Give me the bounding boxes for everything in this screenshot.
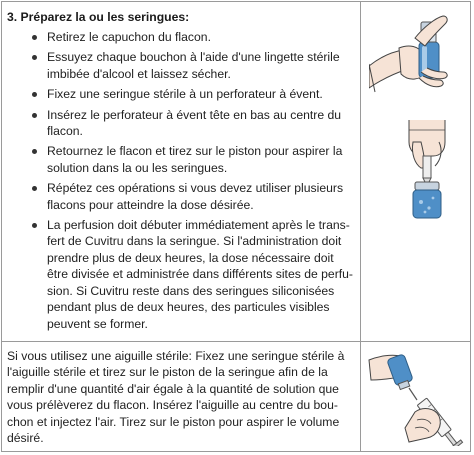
step-line: peuvent se former. <box>47 316 148 331</box>
needle-line: chon et injectez l'air. Tirez sur le piston pour aspirer le volume <box>7 414 340 429</box>
bullet-icon <box>32 113 37 118</box>
step-item <box>2 217 357 332</box>
needle-line: remplir d'une quantité d'air égale à la quantité de solution que <box>7 381 339 396</box>
steps-list <box>2 29 357 336</box>
step-line: Insérez le perforateur à évent tête en bas au centre du <box>47 107 342 122</box>
step-item <box>2 180 357 213</box>
step-line: imbibée d'alcool et laissez sécher. <box>47 66 231 81</box>
step-line: La perfusion doit débuter immédiatement après le trans- <box>47 218 350 233</box>
instruction-row-prepare <box>2 2 470 342</box>
hand-syringe-vial-icon <box>365 350 467 446</box>
step-line: sion. Si Cuvitru reste dans des seringues siliconisées <box>47 283 335 298</box>
instruction-table <box>1 1 471 452</box>
step-line: Retirez le capuchon du flacon. <box>47 30 211 44</box>
needle-instructions <box>7 348 357 446</box>
step-line: flacons pour atteindre la dose désirée. <box>47 197 254 212</box>
step-line: Retournez le flacon et tirez sur le piston pour aspirer la <box>47 144 343 159</box>
bullet-icon <box>32 92 37 97</box>
step-item <box>2 49 357 82</box>
step-line: pendant plus de deux heures, des particules visibles <box>47 300 330 315</box>
needle-text-cell <box>2 342 361 451</box>
needle-line: vous prélèverez du flacon. Insérez l'aiguille au centre du bou- <box>7 398 338 413</box>
step-line: Essuyez chaque bouchon à l'aide d'une lingette stérile <box>47 50 340 65</box>
section-heading: 3. Préparez la ou les seringues: <box>7 10 190 24</box>
step-line: être divisée et administrée dans différents sites de perfu- <box>47 267 353 282</box>
bullet-icon <box>32 186 37 191</box>
needle-line: Si vous utilisez une aiguille stérile: Fixez une seringue stérile à <box>7 349 345 363</box>
step-line: Fixez une seringue stérile à un perforateur à évent. <box>47 87 323 102</box>
step-item <box>2 29 357 45</box>
instruction-text-cell <box>2 2 361 341</box>
step-item <box>2 143 357 176</box>
bullet-icon <box>32 35 37 40</box>
step-line: solution dans la ou les seringues. <box>47 160 228 175</box>
bullet-icon <box>32 223 37 228</box>
hand-vial-cap-icon <box>369 8 465 108</box>
needle-line: désiré. <box>7 431 44 446</box>
step-line: Répétez ces opérations si vous devez utiliser plusieurs <box>47 181 344 196</box>
step-line: prendre plus de deux heures, la dose nécessaire doit <box>47 250 334 265</box>
instruction-row-needle <box>2 342 470 451</box>
bullet-icon <box>32 149 37 154</box>
step-item <box>2 86 357 102</box>
hand-vent-spike-icon <box>369 120 465 220</box>
needle-line: l'aiguille stérile et tirez sur le piston de la seringue afin de la <box>7 365 328 380</box>
bullet-icon <box>32 55 37 60</box>
needle-illustration-cell <box>361 342 470 451</box>
step-item <box>2 107 357 140</box>
step-line: fert de Cuvitru dans la seringue. Si l'administration doit <box>47 234 342 249</box>
step-line: flacon. <box>47 124 83 139</box>
illustration-cell <box>361 2 470 341</box>
